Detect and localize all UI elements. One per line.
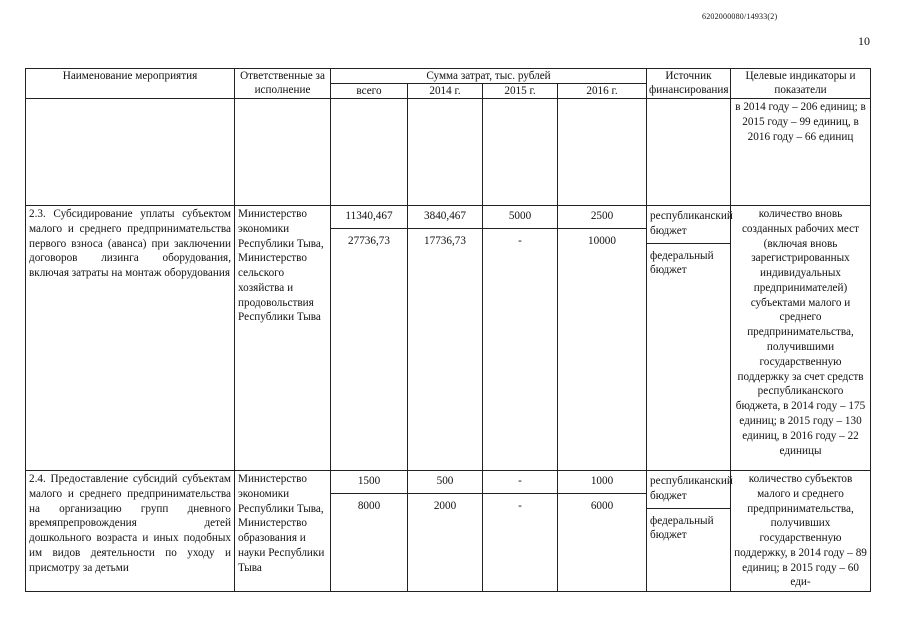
total-republic: 11340,467 [345, 210, 393, 222]
y2016-republic: 1000 [590, 475, 614, 487]
y2016-cell [558, 206, 647, 471]
measures-table [25, 68, 871, 592]
source-republic: республиканский бюджет [650, 210, 733, 237]
y2015-cell [483, 471, 558, 592]
y2014-cell [408, 206, 483, 471]
y2014-federal: 2000 [408, 493, 482, 514]
y2014-republic: 3840,467 [424, 210, 466, 222]
header-indicators: Целевые индикаторы и показатели [731, 69, 871, 99]
y2016-federal: 6000 [558, 493, 646, 514]
y2015-republic: 5000 [508, 210, 532, 222]
indicators-cell: количество вновь созданных рабочих мест (включая вновь зарегистрированных индивидуальных предпринимателей) субъектами малого и среднего предпринимательства, получившими государственную поддержку за счет средств республиканского бюджета, в 2014 году – 175 единиц; в 2015 году – 130 единиц, в 2016 году – 22 единицы [731, 206, 871, 471]
responsible-cell: Министерство экономики Республики Тыва, Министерство сельского хозяйства и продовольствия Республики Тыва [235, 206, 331, 471]
total-federal: 8000 [331, 493, 407, 514]
responsible-cell: Министерство экономики Республики Тыва, Министерство образования и науки Республики Тыва [235, 471, 331, 592]
y2014-federal: 17736,73 [408, 228, 482, 249]
total-cell [331, 471, 408, 592]
y2016-cell [558, 471, 647, 592]
indicators-cell: в 2014 году – 206 единиц; в 2015 году – 99 единиц, в 2016 году – 66 единиц [731, 99, 871, 206]
y2015-federal: - [483, 228, 557, 249]
measure-name: 2.4. Предоставление субсидий субъектам малого и среднего предпринимательства на организацию групп дневного времяпрепровождения детей дошкольного возраста и иных подобных им видов деятельности по уходу и присмотру за детьми [26, 471, 235, 592]
table-row-continuation [26, 99, 871, 206]
total-federal: 27736,73 [331, 228, 407, 249]
source-federal: федеральный бюджет [647, 508, 730, 544]
total-cell [331, 206, 408, 471]
source-cell [647, 471, 731, 592]
header-2014: 2014 г. [408, 84, 483, 99]
y2016-republic: 2500 [590, 210, 614, 222]
y2014-cell [408, 471, 483, 592]
header-2016: 2016 г. [558, 84, 647, 99]
header-costs: Сумма затрат, тыс. рублей [331, 69, 647, 84]
y2014-republic: 500 [436, 475, 454, 487]
table-row [26, 471, 871, 592]
header-name: Наименование мероприятия [26, 69, 235, 99]
document-id: 6202000080/14933(2) [702, 12, 778, 21]
source-federal: федеральный бюджет [647, 243, 730, 279]
table-row [26, 206, 871, 471]
indicators-cell: количество субъектов малого и среднего предпринимательства, получивших государственную поддержку, в 2014 году – 89 единиц; в 2015 году – 60 еди- [731, 471, 871, 592]
header-responsible: Ответственные за исполнение [235, 69, 331, 99]
source-republic: республиканский бюджет [650, 475, 733, 502]
page-number: 10 [858, 34, 870, 48]
header-row [26, 69, 871, 84]
y2015-republic: - [518, 475, 522, 487]
y2016-federal: 10000 [558, 228, 646, 249]
measure-name: 2.3. Субсидирование уплаты субъектом малого и среднего предпринимательства первого взноса (аванса) при заключении договоров лизинга оборудования, включая затраты на монтаж оборудования [26, 206, 235, 471]
total-republic: 1500 [357, 475, 381, 487]
header-total: всего [331, 84, 408, 99]
header-source: Источник финансирования [647, 69, 731, 99]
y2015-federal: - [483, 493, 557, 514]
source-cell [647, 206, 731, 471]
header-2015: 2015 г. [483, 84, 558, 99]
y2015-cell [483, 206, 558, 471]
